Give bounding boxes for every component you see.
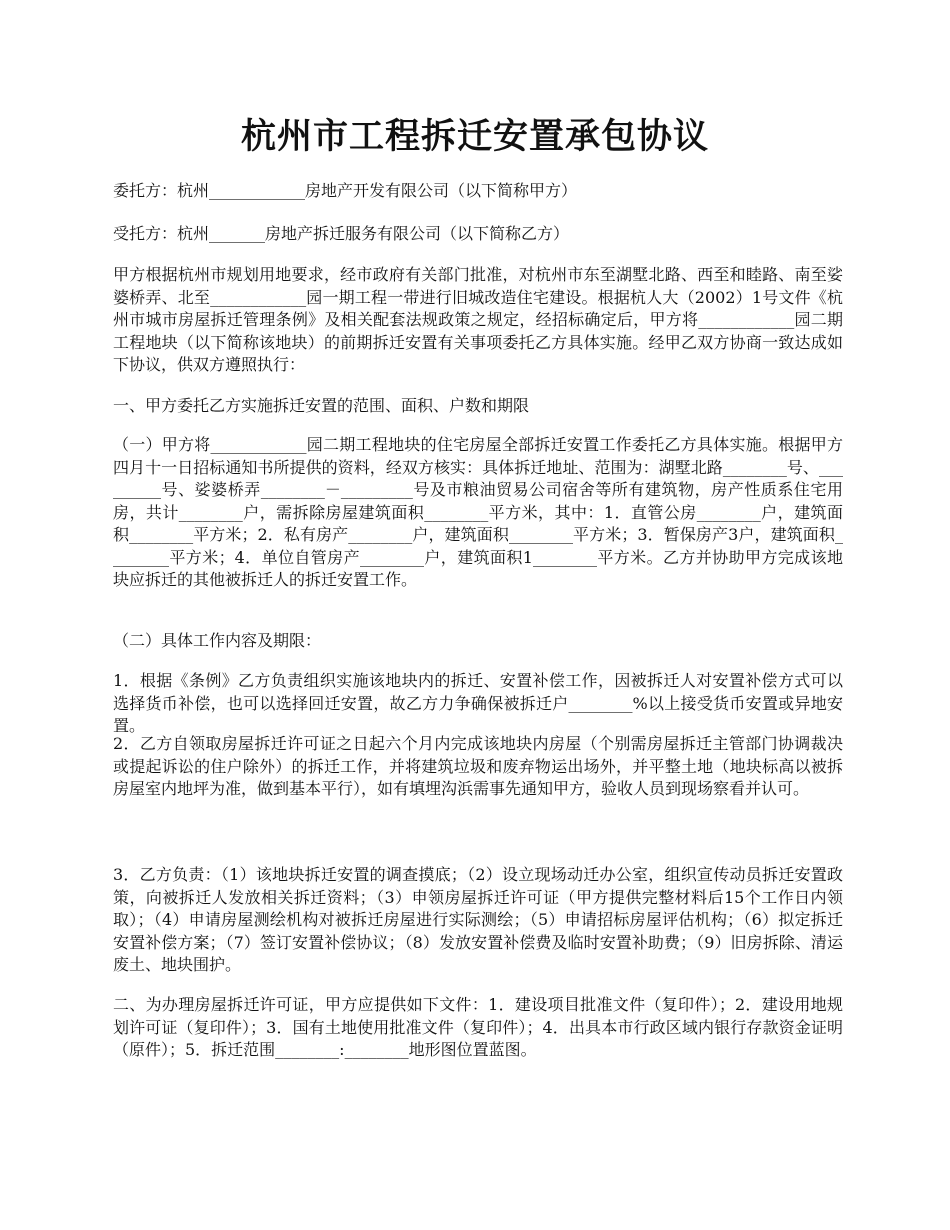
clause-1: 1．根据《条例》乙方负责组织实施该地块内的拆迁、安置补偿工作，因被拆迁人对安置补偿方式可以选择货币补偿，也可以选择回迁安置，故乙方力争确保被拆迁户________%以上接受货币安置或异地安置。	[113, 671, 843, 735]
paragraph-contractor: 受托方：杭州_______房地产拆迁服务有限公司（以下简称乙方）	[113, 224, 570, 243]
section-heading-1: 一、甲方委托乙方实施拆迁安置的范围、面积、户数和期限	[113, 396, 530, 415]
paragraph-scope: （一）甲方将____________园二期工程地块的住宅房屋全部拆迁安置工作委托乙方具体实施。根据甲方四月十一日招标通知书所提供的资料，经双方核实：具体拆迁地址、范围为：湖墅北路________号、_________号、娑婆桥弄________－_________号及市粮油贸易公司宿舍等所有建筑物，房产性质系住宅用房，共计________户，需拆除房屋建筑面积________平方米，其中：1．直管公房________户，建筑面积________平方米；2．私有房产________户，建筑面积________平方米；3．暂保房产3户，建筑面积________平方米；4．单位自管房产________户，建筑面积1________平方米。乙方并协助甲方完成该地块应拆迁的其他被拆迁人的拆迁安置工作。	[113, 435, 843, 589]
paragraph-client: 委托方：杭州____________房地产开发有限公司（以下简称甲方）	[113, 181, 578, 200]
section-heading-2-documents: 二、为办理房屋拆迁许可证，甲方应提供如下文件：1．建设项目批准文件（复印件）；2．建设用地规划许可证（复印件）；3．国有土地使用批准文件（复印件）；4．出具本市行政区域内银行存款资金证明（原件）；5．拆迁范围________:________地形图位置蓝图。	[113, 995, 843, 1059]
paragraph-preamble: 甲方根据杭州市规划用地要求，经市政府有关部门批准，对杭州市东至湖墅北路、西至和睦路、南至娑婆桥弄、北至____________园一期工程一带进行旧城改造住宅建设。根据杭人大（2002）1号文件《杭州市城市房屋拆迁管理条例》及相关配套法规政策之规定，经招标确定后，甲方将____________园二期工程地块（以下简称该地块）的前期拆迁安置有关事项委托乙方具体实施。经甲乙双方协商一致达成如下协议，供双方遵照执行：	[113, 265, 843, 374]
clause-3: 3．乙方负责：（1）该地块拆迁安置的调查摸底；（2）设立现场动迁办公室，组织宣传动员拆迁安置政策，向被拆迁人发放相关拆迁资料；（3）申领房屋拆迁许可证（甲方提供完整材料后15个工作日内领取）；（4）申请房屋测绘机构对被拆迁房屋进行实际测绘；（5）申请招标房屋评估机构；（6）拟定拆迁安置补偿方案；（7）签订安置补偿协议；（8）发放安置补偿费及临时安置补助费；（9）旧房拆除、清运废土、地块围护。	[113, 865, 843, 974]
document-title: 杭州市工程拆迁安置承包协议	[240, 116, 709, 157]
subsection-heading-2: （二）具体工作内容及期限：	[113, 631, 322, 650]
clause-2: 2．乙方自领取房屋拆迁许可证之日起六个月内完成该地块内房屋（个别需房屋拆迁主管部门协调裁决或提起诉讼的住户除外）的拆迁工作，并将建筑垃圾和废弃物运出场外，并平整土地（地块标高以被拆房屋室内地坪为准，做到基本平行），如有填埋沟浜需事先通知甲方，验收人员到现场察看并认可。	[113, 734, 843, 798]
